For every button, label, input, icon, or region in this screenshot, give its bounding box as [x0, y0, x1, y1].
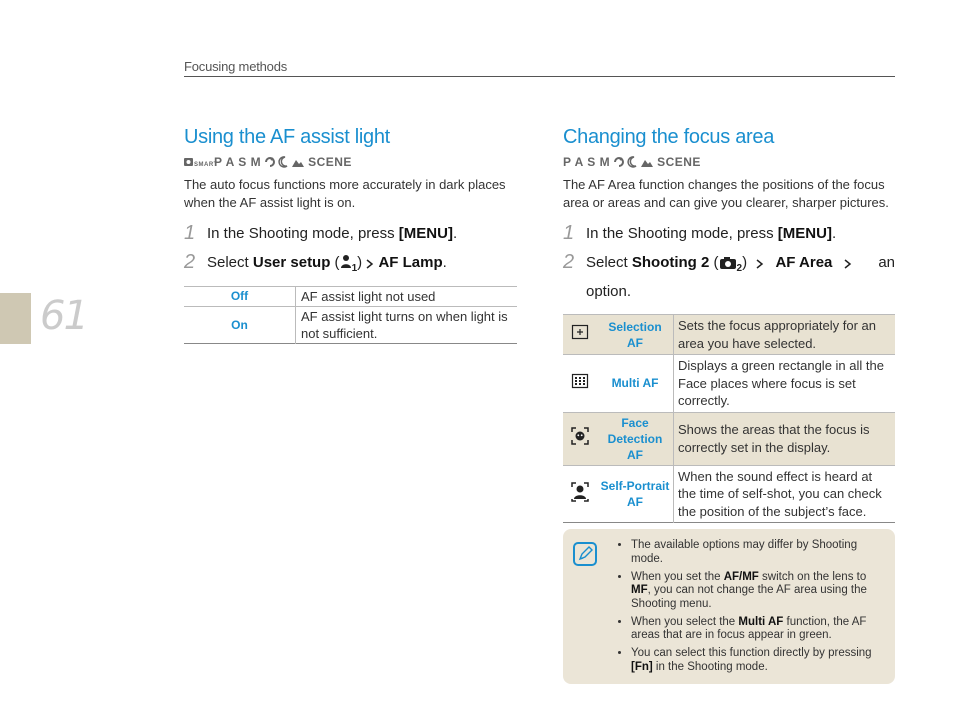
af-area-options-table — [563, 314, 895, 523]
option-value: AF assist light not used — [296, 287, 518, 307]
night-icon — [279, 156, 288, 168]
menu-af-lamp: AF Lamp — [378, 254, 443, 271]
list-item: • When you set the AF/MF switch on the lens to MF, you can not change the AF area using the Shooting menu. — [631, 571, 883, 612]
pasm-modes: P A S M — [214, 155, 262, 169]
option-key: Face Detection AF — [597, 412, 674, 465]
multi-af-icon — [571, 373, 589, 389]
menu-key: [MENU] — [777, 225, 832, 242]
step-1: 1 In the Shooting mode, press [MENU]. — [563, 222, 837, 244]
option-value: When the sound effect is heard at the time of self-shot, you can check the position of the subject’s face. — [674, 465, 896, 523]
af-assist-section — [184, 126, 517, 344]
list-item: • The available options may differ by Shooting mode. — [631, 539, 883, 566]
focus-area-title: Changing the focus area — [563, 126, 775, 148]
af-lamp-options-table — [184, 286, 517, 344]
dual-is-icon — [265, 156, 275, 168]
step-1: 1 In the Shooting mode, press [MENU]. — [184, 222, 458, 244]
note-pencil-icon — [573, 542, 597, 566]
landscape-icon — [292, 156, 304, 168]
arrow-right-icon — [837, 258, 859, 270]
list-item: • You can select this function directly by pressing [Fn] in the Shooting mode. — [631, 647, 883, 674]
scene-mode: SCENE — [308, 155, 352, 169]
smart-auto-icon — [184, 156, 218, 168]
option-key: Multi AF — [597, 355, 674, 413]
option-value: Shows the areas that the focus is correctly set in the display. — [674, 412, 896, 465]
section-title: Focusing methods — [184, 59, 288, 74]
step-2: 2 Select Shooting 2 ( $_2$) AF Area an option. — [563, 251, 895, 300]
step-2: 2 Select User setup ( $_1$) AF Lamp. — [184, 251, 447, 274]
section-header — [184, 58, 895, 77]
page-tab — [0, 293, 31, 344]
option-key: Selection AF — [597, 315, 674, 355]
menu-key: [MENU] — [398, 225, 453, 242]
night-icon — [628, 156, 637, 168]
mode-icons — [563, 155, 895, 169]
option-key: Off — [184, 287, 296, 307]
af-assist-description: The auto focus functions more accurately in dark places when the AF assist light is on. — [184, 177, 506, 210]
step-number: 1 — [184, 222, 196, 244]
option-key: On — [184, 307, 296, 344]
table-row — [184, 287, 517, 307]
table-row — [563, 355, 895, 413]
note-list — [611, 539, 883, 674]
camera-icon — [719, 256, 737, 270]
step-number: 1 — [563, 222, 575, 244]
dual-is-icon — [614, 156, 624, 168]
mode-icons — [184, 155, 517, 169]
option-value: Sets the focus appropriately for an area you have selected. — [674, 315, 896, 355]
table-row — [563, 412, 895, 465]
svg-text:SMART: SMART — [194, 162, 218, 168]
option-value: AF assist light turns on when light is not sufficient. — [296, 307, 518, 344]
list-item: • When you select the Multi AF function, the AF areas that are in focus appear in green. — [631, 616, 883, 643]
option-value: Displays a green rectangle in all the Face places where focus is set correctly. — [674, 355, 896, 413]
step-number: 2 — [184, 251, 196, 273]
menu-shooting-2: Shooting 2 — [631, 254, 710, 271]
table-row — [563, 465, 895, 523]
scene-mode: SCENE — [657, 155, 701, 169]
step-number: 2 — [563, 251, 575, 273]
menu-af-area: AF Area — [775, 254, 833, 271]
option-key: Self-Portrait AF — [597, 465, 674, 523]
table-row — [184, 307, 517, 344]
table-row — [563, 315, 895, 355]
user-setup-icon — [340, 254, 352, 270]
landscape-icon — [641, 156, 653, 168]
arrow-right-icon — [366, 258, 374, 270]
pasm-modes: P A S M — [563, 155, 611, 169]
self-portrait-af-icon — [571, 482, 589, 502]
page-number: 61 — [40, 293, 87, 339]
focus-area-section — [563, 126, 895, 684]
menu-user-setup: User setup — [252, 254, 331, 271]
focus-area-description: The AF Area function changes the positions of the focus area or areas and can give you clearer, sharper pictures. — [563, 177, 889, 210]
arrow-right-icon — [751, 258, 771, 270]
note-box — [563, 529, 895, 684]
af-assist-title: Using the AF assist light — [184, 126, 390, 148]
face-detection-af-icon — [571, 427, 589, 445]
selection-af-icon — [571, 324, 589, 340]
